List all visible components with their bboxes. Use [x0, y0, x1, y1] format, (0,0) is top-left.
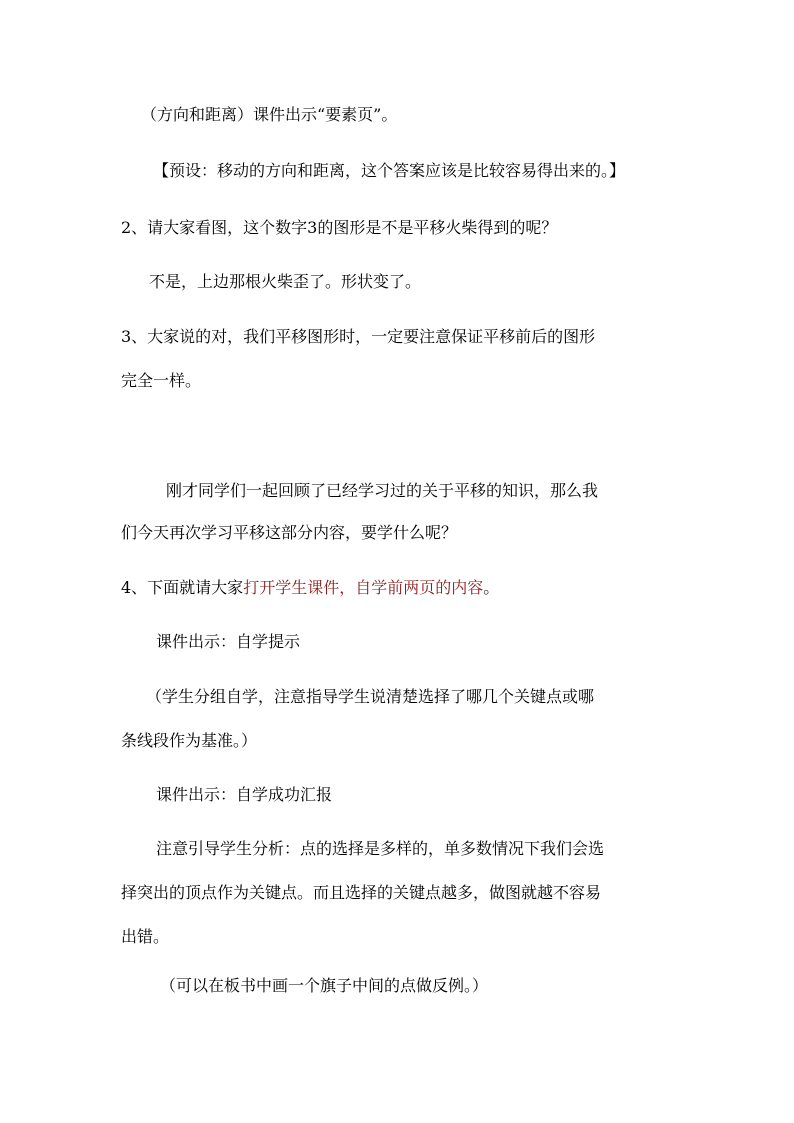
line-14-guidance: 注意引导学生分析：点的选择是多样的，单多数情况下我们会选: [156, 839, 605, 858]
instruction-4-highlight: 打开学生课件，自学前两页的内容: [243, 578, 484, 597]
line-8-review-continuation: 们今天再次学习平移这部分内容，要学什么呢？: [121, 523, 458, 542]
line-10-courseware-tips: 课件出示：自学提示: [156, 632, 301, 651]
line-7-review: 刚才同学们一起回顾了已经学习过的关于平移的知识，那么我: [166, 481, 599, 500]
line-9-instruction-4: [121, 577, 499, 599]
line-4-answer: 不是，上边那根火柴歪了。形状变了。: [149, 272, 422, 291]
instruction-4-prefix: 4、下面就请大家: [121, 578, 244, 597]
line-11-group-study: （学生分组自学，注意指导学生说清楚选择了哪几个关键点或哪: [146, 687, 595, 706]
line-5-question-3: 3、大家说的对，我们平移图形时，一定要注意保证平移前后的图形: [121, 327, 596, 346]
line-3-question-2: 2、请大家看图，这个数字3的图形是不是平移火柴得到的呢？: [121, 218, 558, 237]
line-16-guidance-end: 出错。: [121, 927, 170, 946]
line-13-courseware-report: 课件出示：自学成功汇报: [156, 785, 333, 804]
line-17-counterexample: （可以在板书中画一个旗子中间的点做反例。）: [160, 976, 489, 995]
line-1: （方向和距离）课件出示“要素页”。: [141, 105, 398, 124]
line-2-preset: 【预设：移动的方向和距离，这个答案应该是比较容易得出来的。】: [153, 161, 626, 180]
line-12-group-study-continuation: 条线段作为基准。）: [121, 731, 258, 750]
instruction-4-suffix: 。: [483, 578, 500, 597]
line-6-continuation: 完全一样。: [121, 371, 202, 390]
line-15-guidance-continuation: 择突出的顶点作为关键点。而且选择的关键点越多，做图就越不容易: [121, 883, 602, 902]
